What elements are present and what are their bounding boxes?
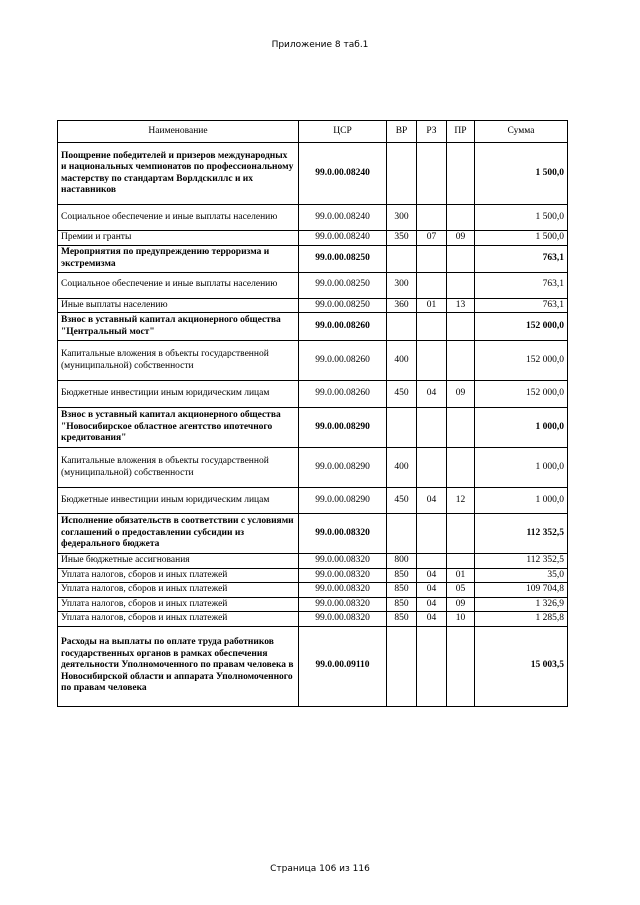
cell-name: Капитальные вложения в объекты государственной (муниципальной) собственности [58,448,299,488]
cell-rz [417,514,447,554]
cell-rz: 01 [417,298,447,313]
cell-name: Бюджетные инвестиции иным юридическим лицам [58,488,299,514]
cell-pr [447,341,475,381]
cell-name: Мероприятия по предупреждению терроризма и экстремизма [58,245,299,272]
cell-rz [417,341,447,381]
table-body [58,143,568,707]
cell-sum: 1 500,0 [475,231,568,246]
cell-pr [447,626,475,706]
cell-name: Исполнение обязательств в соответствии с условиями соглашений о предоставлении субсидии из федерального бюджета [58,514,299,554]
cell-vr: 850 [387,568,417,583]
cell-vr [387,514,417,554]
table-row [58,408,568,448]
cell-csr: 99.0.00.08320 [299,597,387,612]
cell-name: Социальное обеспечение и иные выплаты населению [58,272,299,298]
cell-pr: 13 [447,298,475,313]
cell-vr: 850 [387,597,417,612]
cell-csr: 99.0.00.08320 [299,554,387,569]
cell-name: Уплата налогов, сборов и иных платежей [58,612,299,627]
table-row [58,272,568,298]
cell-sum: 1 500,0 [475,143,568,205]
table-row [58,612,568,627]
cell-vr [387,245,417,272]
table-row [58,597,568,612]
cell-vr [387,143,417,205]
cell-csr: 99.0.00.08250 [299,298,387,313]
cell-pr: 10 [447,612,475,627]
column-header-pr: ПР [447,121,475,143]
cell-name: Социальное обеспечение и иные выплаты населению [58,205,299,231]
column-header-name: Наименование [58,121,299,143]
cell-pr: 09 [447,381,475,408]
table-row [58,583,568,598]
cell-rz: 07 [417,231,447,246]
cell-sum: 763,1 [475,245,568,272]
cell-sum: 35,0 [475,568,568,583]
cell-vr: 450 [387,488,417,514]
cell-vr: 300 [387,205,417,231]
cell-pr [447,245,475,272]
cell-name: Взнос в уставный капитал акционерного общества "Новосибирское областное агентство ипотечного кредитования" [58,408,299,448]
cell-csr: 99.0.00.08250 [299,272,387,298]
cell-sum: 1 000,0 [475,488,568,514]
table-row [58,488,568,514]
cell-vr: 850 [387,583,417,598]
cell-vr: 800 [387,554,417,569]
cell-pr [447,313,475,341]
cell-sum: 152 000,0 [475,313,568,341]
cell-vr [387,626,417,706]
column-header-vr: ВР [387,121,417,143]
cell-csr: 99.0.00.08240 [299,143,387,205]
cell-pr [447,408,475,448]
cell-pr [447,272,475,298]
cell-name: Расходы на выплаты по оплате труда работников государственных органов в рамках обеспечения деятельности Уполномоченного по правам человека в Новосибирской области и аппарата Уполномоченного по правам человека [58,626,299,706]
page-header: Приложение 8 таб.1 [271,40,369,50]
cell-pr [447,205,475,231]
cell-sum: 15 003,5 [475,626,568,706]
table-row [58,381,568,408]
cell-vr: 450 [387,381,417,408]
cell-rz: 04 [417,568,447,583]
cell-pr [447,143,475,205]
cell-csr: 99.0.00.08260 [299,313,387,341]
cell-rz [417,554,447,569]
table-row [58,554,568,569]
cell-name: Капитальные вложения в объекты государственной (муниципальной) собственности [58,341,299,381]
table-row [58,448,568,488]
cell-name: Иные выплаты населению [58,298,299,313]
budget-table [57,120,568,707]
cell-pr [447,514,475,554]
table-row [58,341,568,381]
cell-rz [417,245,447,272]
cell-sum: 763,1 [475,272,568,298]
table-row [58,626,568,706]
cell-csr: 99.0.00.08290 [299,408,387,448]
table-header-row [58,121,568,143]
cell-pr [447,448,475,488]
cell-pr: 05 [447,583,475,598]
cell-sum: 112 352,5 [475,554,568,569]
cell-name: Взнос в уставный капитал акционерного общества "Центральный мост" [58,313,299,341]
table-row [58,143,568,205]
cell-csr: 99.0.00.08260 [299,381,387,408]
cell-csr: 99.0.00.08260 [299,341,387,381]
cell-rz: 04 [417,597,447,612]
cell-rz [417,272,447,298]
cell-sum: 152 000,0 [475,341,568,381]
cell-rz [417,408,447,448]
table-row [58,245,568,272]
cell-rz [417,448,447,488]
table-row [58,205,568,231]
column-header-rz: РЗ [417,121,447,143]
cell-name: Уплата налогов, сборов и иных платежей [58,568,299,583]
cell-csr: 99.0.00.08290 [299,488,387,514]
cell-sum: 112 352,5 [475,514,568,554]
cell-name: Уплата налогов, сборов и иных платежей [58,597,299,612]
table-row [58,298,568,313]
cell-name: Поощрение победителей и призеров международных и национальных чемпионатов по профессиональному мастерству по стандартам Ворлдскиллс и их наставников [58,143,299,205]
cell-vr: 850 [387,612,417,627]
cell-vr: 350 [387,231,417,246]
cell-sum: 1 000,0 [475,448,568,488]
cell-csr: 99.0.00.09110 [299,626,387,706]
cell-rz [417,143,447,205]
page-footer: Страница 106 из 116 [270,864,370,874]
cell-csr: 99.0.00.08290 [299,448,387,488]
cell-rz: 04 [417,612,447,627]
cell-sum: 1 285,8 [475,612,568,627]
cell-sum: 109 704,8 [475,583,568,598]
cell-sum: 763,1 [475,298,568,313]
cell-csr: 99.0.00.08320 [299,514,387,554]
cell-pr: 09 [447,231,475,246]
cell-csr: 99.0.00.08320 [299,612,387,627]
cell-csr: 99.0.00.08250 [299,245,387,272]
cell-name: Уплата налогов, сборов и иных платежей [58,583,299,598]
table-row [58,568,568,583]
cell-pr: 01 [447,568,475,583]
cell-pr [447,554,475,569]
table-row [58,231,568,246]
cell-rz [417,626,447,706]
table-row [58,514,568,554]
cell-vr: 400 [387,448,417,488]
cell-rz: 04 [417,381,447,408]
table-row [58,313,568,341]
cell-sum: 152 000,0 [475,381,568,408]
cell-rz [417,313,447,341]
cell-csr: 99.0.00.08320 [299,568,387,583]
cell-rz: 04 [417,583,447,598]
cell-csr: 99.0.00.08240 [299,205,387,231]
cell-name: Иные бюджетные ассигнования [58,554,299,569]
column-header-sum: Сумма [475,121,568,143]
column-header-csr: ЦСР [299,121,387,143]
cell-sum: 1 000,0 [475,408,568,448]
cell-vr: 300 [387,272,417,298]
cell-vr [387,313,417,341]
cell-rz: 04 [417,488,447,514]
cell-rz [417,205,447,231]
cell-name: Премии и гранты [58,231,299,246]
cell-sum: 1 500,0 [475,205,568,231]
cell-pr: 09 [447,597,475,612]
cell-name: Бюджетные инвестиции иным юридическим лицам [58,381,299,408]
cell-vr [387,408,417,448]
cell-vr: 400 [387,341,417,381]
cell-vr: 360 [387,298,417,313]
cell-csr: 99.0.00.08240 [299,231,387,246]
cell-csr: 99.0.00.08320 [299,583,387,598]
cell-pr: 12 [447,488,475,514]
cell-sum: 1 326,9 [475,597,568,612]
